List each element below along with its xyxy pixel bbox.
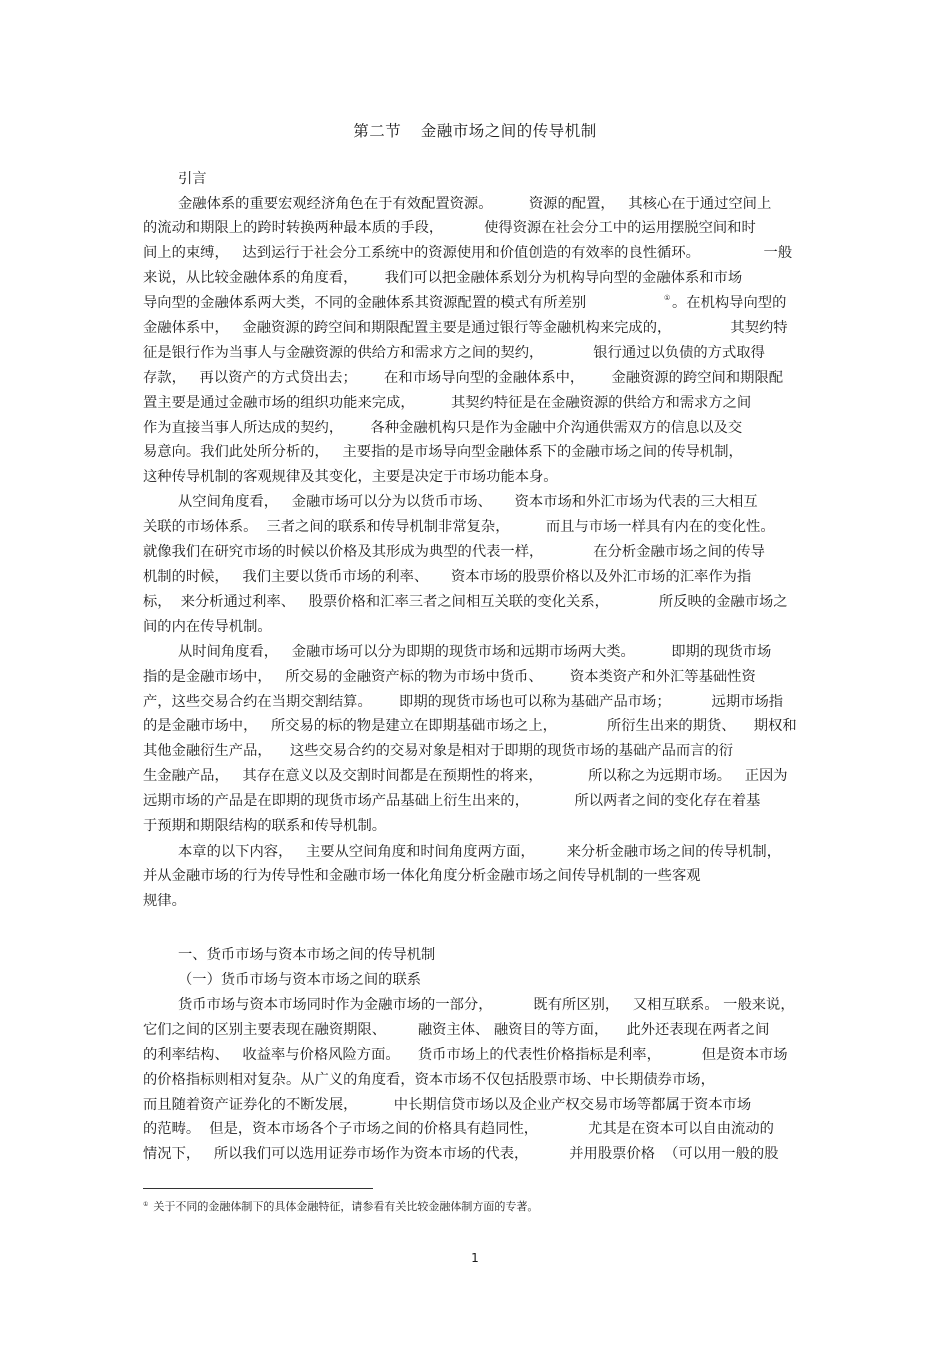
paragraph-line: 情况下， 所以我们可以选用证券市场作为资本市场的代表， 并用股票价格 （可以用一般的股 — [143, 1146, 779, 1162]
section-heading: 一、货币市场与资本市场之间的传导机制 — [178, 947, 436, 963]
footnote-reference: ① — [664, 294, 671, 302]
paragraph-line: 本章的以下内容， 主要从空间角度和时间角度两方面， 来分析金融市场之间的传导机制， — [178, 844, 782, 860]
paragraph-line: 存款， 再以资产的方式贷出去； 在和市场导向型的金融体系中， 金融资源的跨空间和期限配 — [143, 370, 784, 386]
paragraph-line: 指的是金融市场中， 所交易的金融资产标的物为市场中货币、 资本类资产和外汇等基础性资 — [143, 669, 756, 685]
paragraph-line: 货币市场与资本市场同时作为金融市场的一部分， 既有所区别， 又相互联系。 一般来说， — [178, 997, 795, 1013]
paragraph-line: 金融体系中， 金融资源的跨空间和期限配置主要是通过银行等金融机构来完成的， 其契约特 — [143, 320, 788, 336]
paragraph-line: 生金融产品， 其存在意义以及交割时间都是在预期性的将来， 所以称之为远期市场。 正因为 — [143, 768, 788, 784]
subsection-heading: （一）货币市场与资本市场之间的联系 — [178, 972, 422, 988]
paragraph-line: 这种传导机制的客观规律及其变化，主要是决定于市场功能本身。 — [143, 469, 558, 485]
paragraph-line: 的流动和期限上的跨时转换两种最本质的手段， 使得资源在社会分工中的运用摆脱空间和时 — [143, 220, 756, 236]
paragraph-line: 间上的束缚， 达到运行于社会分工系统中的资源使用和价值创造的有效率的良性循环。 一般 — [143, 245, 793, 261]
paragraph-line: 的利率结构、 收益率与价格风险方面。 货币市场上的代表性价格指标是利率， 但是资本市场 — [143, 1047, 788, 1063]
paragraph-line: 其他金融衍生产品， 这些交易合约的交易对象是相对于即期的现货市场的基础产品而言的衍 — [143, 743, 734, 759]
paragraph-line: 间的内在传导机制。 — [143, 619, 272, 635]
paragraph-line: 标， 来分析通过利率、 股票价格和汇率三者之间相互关联的变化关系， 所反映的金融市场之 — [143, 594, 788, 610]
footnote-divider — [143, 1188, 373, 1189]
paragraph-line: 于预期和期限结构的联系和传导机制。 — [143, 818, 387, 834]
paragraph-line: 。在机构导向型的 — [672, 295, 787, 311]
paragraph-line: 来说，从比较金融体系的角度看， 我们可以把金融体系划分为机构导向型的金融体系和市场 — [143, 270, 743, 286]
paragraph-line: 引言 — [178, 171, 207, 187]
paragraph-line: 关联的市场体系。 三者之间的联系和传导机制非常复杂， 而且与市场一样具有内在的变化性。 — [143, 519, 775, 535]
paragraph-line: 它们之间的区别主要表现在融资期限、 融资主体、 融资目的等方面， 此外还表现在两者之间 — [143, 1022, 770, 1038]
paragraph-line: 导向型的金融体系两大类，不同的金融体系其资源配置的模式有所差别 — [143, 295, 587, 311]
paragraph-line: 从时间角度看， 金融市场可以分为即期的现货市场和远期市场两大类。 即期的现货市场 — [178, 644, 772, 660]
paragraph-line: 的价格指标则相对复杂。从广义的角度看，资本市场不仅包括股票市场、中长期债券市场， — [143, 1072, 715, 1088]
footnote-marker: ① — [143, 1201, 149, 1208]
paragraph-line: 产，这些交易合约在当期交割结算。 即期的现货市场也可以称为基础产品市场； 远期市场指 — [143, 694, 784, 710]
paragraph-line: 置主要是通过金融市场的组织功能来完成， 其契约特征是在金融资源的供给方和需求方之间 — [143, 395, 752, 411]
paragraph-line: 的是金融市场中， 所交易的标的物是建立在即期基础市场之上， 所衍生出来的期货、 期权和 — [143, 718, 797, 734]
paragraph-line: 作为直接当事人所达成的契约， 各种金融机构只是作为金融中介沟通供需双方的信息以及交 — [143, 420, 743, 436]
paragraph-line: 并从金融市场的行为传导性和金融市场一体化角度分析金融市场之间传导机制的一些客观 — [143, 868, 701, 884]
paragraph-line: 就像我们在研究市场的时候以价格及其形成为典型的代表一样， 在分析金融市场之间的传导 — [143, 544, 765, 560]
paragraph-line: 金融体系的重要宏观经济角色在于有效配置资源。 资源的配置， 其核心在于通过空间上 — [178, 196, 772, 212]
paragraph-line: 规律。 — [143, 893, 186, 909]
footnote-text: 关于不同的金融体制下的具体金融特征，请参看有关比较金融体制方面的专著。 — [153, 1200, 539, 1213]
paragraph-line: 从空间角度看， 金融市场可以分为以货币市场、 资本市场和外汇市场为代表的三大相互 — [178, 494, 758, 510]
paragraph-line: 而且随着资产证券化的不断发展， 中长期信贷市场以及企业产权交易市场等都属于资本市场 — [143, 1097, 752, 1113]
page-number: 1 — [471, 1251, 479, 1265]
section-title: 第二节 金融市场之间的传导机制 — [353, 122, 597, 140]
paragraph-line: 的范畴。 但是，资本市场各个子市场之间的价格具有趋同性， 尤其是在资本可以自由流动的 — [143, 1121, 774, 1137]
paragraph-line: 机制的时候， 我们主要以货币市场的利率、 资本市场的股票价格以及外汇市场的汇率作为指 — [143, 569, 752, 585]
paragraph-line: 征是银行作为当事人与金融资源的供给方和需求方之间的契约， 银行通过以负债的方式取得 — [143, 345, 765, 361]
paragraph-line: 远期市场的产品是在即期的现货市场产品基础上衍生出来的， 所以两者之间的变化存在着基 — [143, 793, 761, 809]
paragraph-line: 易意向。我们此处所分析的， 主要指的是市场导向型金融体系下的金融市场之间的传导机制， — [143, 444, 743, 460]
footnote — [143, 1198, 538, 1214]
